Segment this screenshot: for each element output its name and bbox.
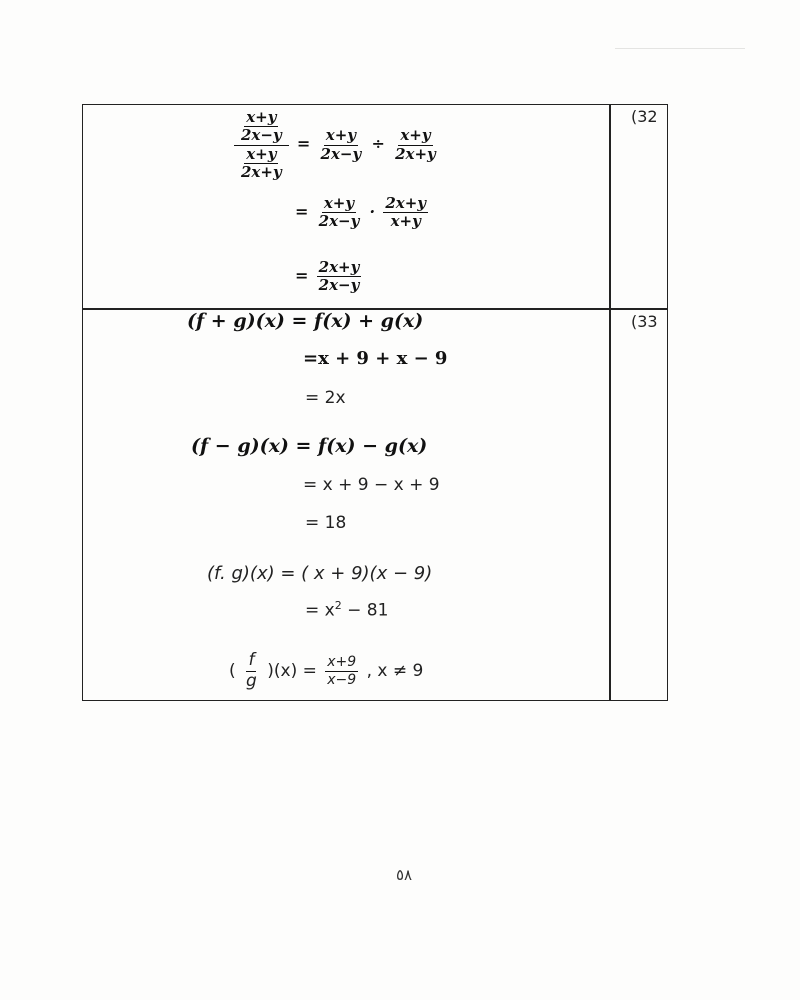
q33-line3: = 2x	[305, 388, 346, 408]
q32-fraction-b	[393, 127, 438, 163]
q32-c-den: 2x−y	[318, 212, 360, 231]
q32-fraction-c	[317, 195, 362, 231]
q32-fraction-a	[319, 127, 364, 163]
q33-line8-exponent: 2	[334, 599, 342, 612]
q32-equals-3: =	[295, 265, 309, 285]
q32-d-den: x+y	[390, 212, 421, 231]
q33-line2: =x + 9 + x − 9	[303, 348, 448, 369]
q32-lhs-top-den: 2x−y	[241, 126, 282, 145]
q33-line6: = 18	[305, 513, 347, 533]
scan-artifact	[615, 48, 745, 49]
q33-line9-g: g	[246, 670, 257, 691]
q33-line7: (f. g)(x) = ( x + 9)(x − 9)	[207, 563, 433, 584]
q33-line5: = x + 9 − x + 9	[303, 475, 440, 495]
q33-line9-den: x−9	[327, 671, 357, 688]
q33-line9	[229, 651, 423, 691]
q32-line2	[295, 195, 431, 231]
q33-line9-result-fraction	[325, 654, 358, 687]
q32-divide-sign: ÷	[371, 134, 385, 153]
q32-d-num: 2x+y	[385, 194, 427, 212]
q32-e-num: 2x+y	[318, 258, 360, 276]
answer-table	[82, 104, 668, 701]
q32-lhs-bot-den: 2x+y	[241, 162, 282, 181]
q33-line9-condition: , x ≠ 9	[366, 661, 424, 682]
column-divider	[609, 105, 611, 700]
q32-equals-2: =	[295, 201, 309, 221]
q32-e-den: 2x−y	[318, 276, 360, 295]
q32-a-num: x+y	[325, 126, 356, 145]
q32-lhs-bottom	[239, 146, 284, 182]
q33-line9-open: (	[229, 661, 236, 682]
q32-multiply-dot: ·	[369, 201, 376, 221]
page-number: ٥٨	[396, 866, 413, 884]
question-number-32: (32	[631, 107, 658, 126]
q33-line9-num: x+9	[327, 654, 357, 671]
q33-line8-base: = x	[305, 600, 335, 621]
q32-lhs-top	[239, 109, 284, 145]
q33-line4: (f − g)(x) = f(x) − g(x)	[191, 435, 428, 457]
q32-b-num: x+y	[400, 126, 431, 145]
q33-line8-tail: − 81	[341, 600, 389, 621]
q32-line1	[231, 109, 441, 181]
q33-line9-fg-fraction	[244, 651, 259, 691]
question-number-33: (33	[631, 312, 658, 331]
q32-complex-fraction	[234, 109, 289, 181]
q33-line1: (f + g)(x) = f(x) + g(x)	[187, 310, 424, 332]
q33-line8	[305, 599, 388, 621]
q32-lhs-bot-num: x+y	[246, 144, 277, 163]
q32-b-den: 2x+y	[395, 144, 436, 163]
q32-a-den: 2x−y	[320, 144, 362, 163]
q32-line3	[295, 259, 364, 295]
q32-c-num: x+y	[323, 194, 355, 212]
q32-equals-1: =	[296, 134, 311, 153]
q32-lhs-top-num: x+y	[246, 108, 277, 126]
q33-line9-close: )(x) =	[267, 661, 317, 682]
q32-fraction-d	[383, 195, 428, 231]
q33-line9-f: f	[248, 650, 255, 670]
q32-fraction-e	[317, 259, 362, 295]
